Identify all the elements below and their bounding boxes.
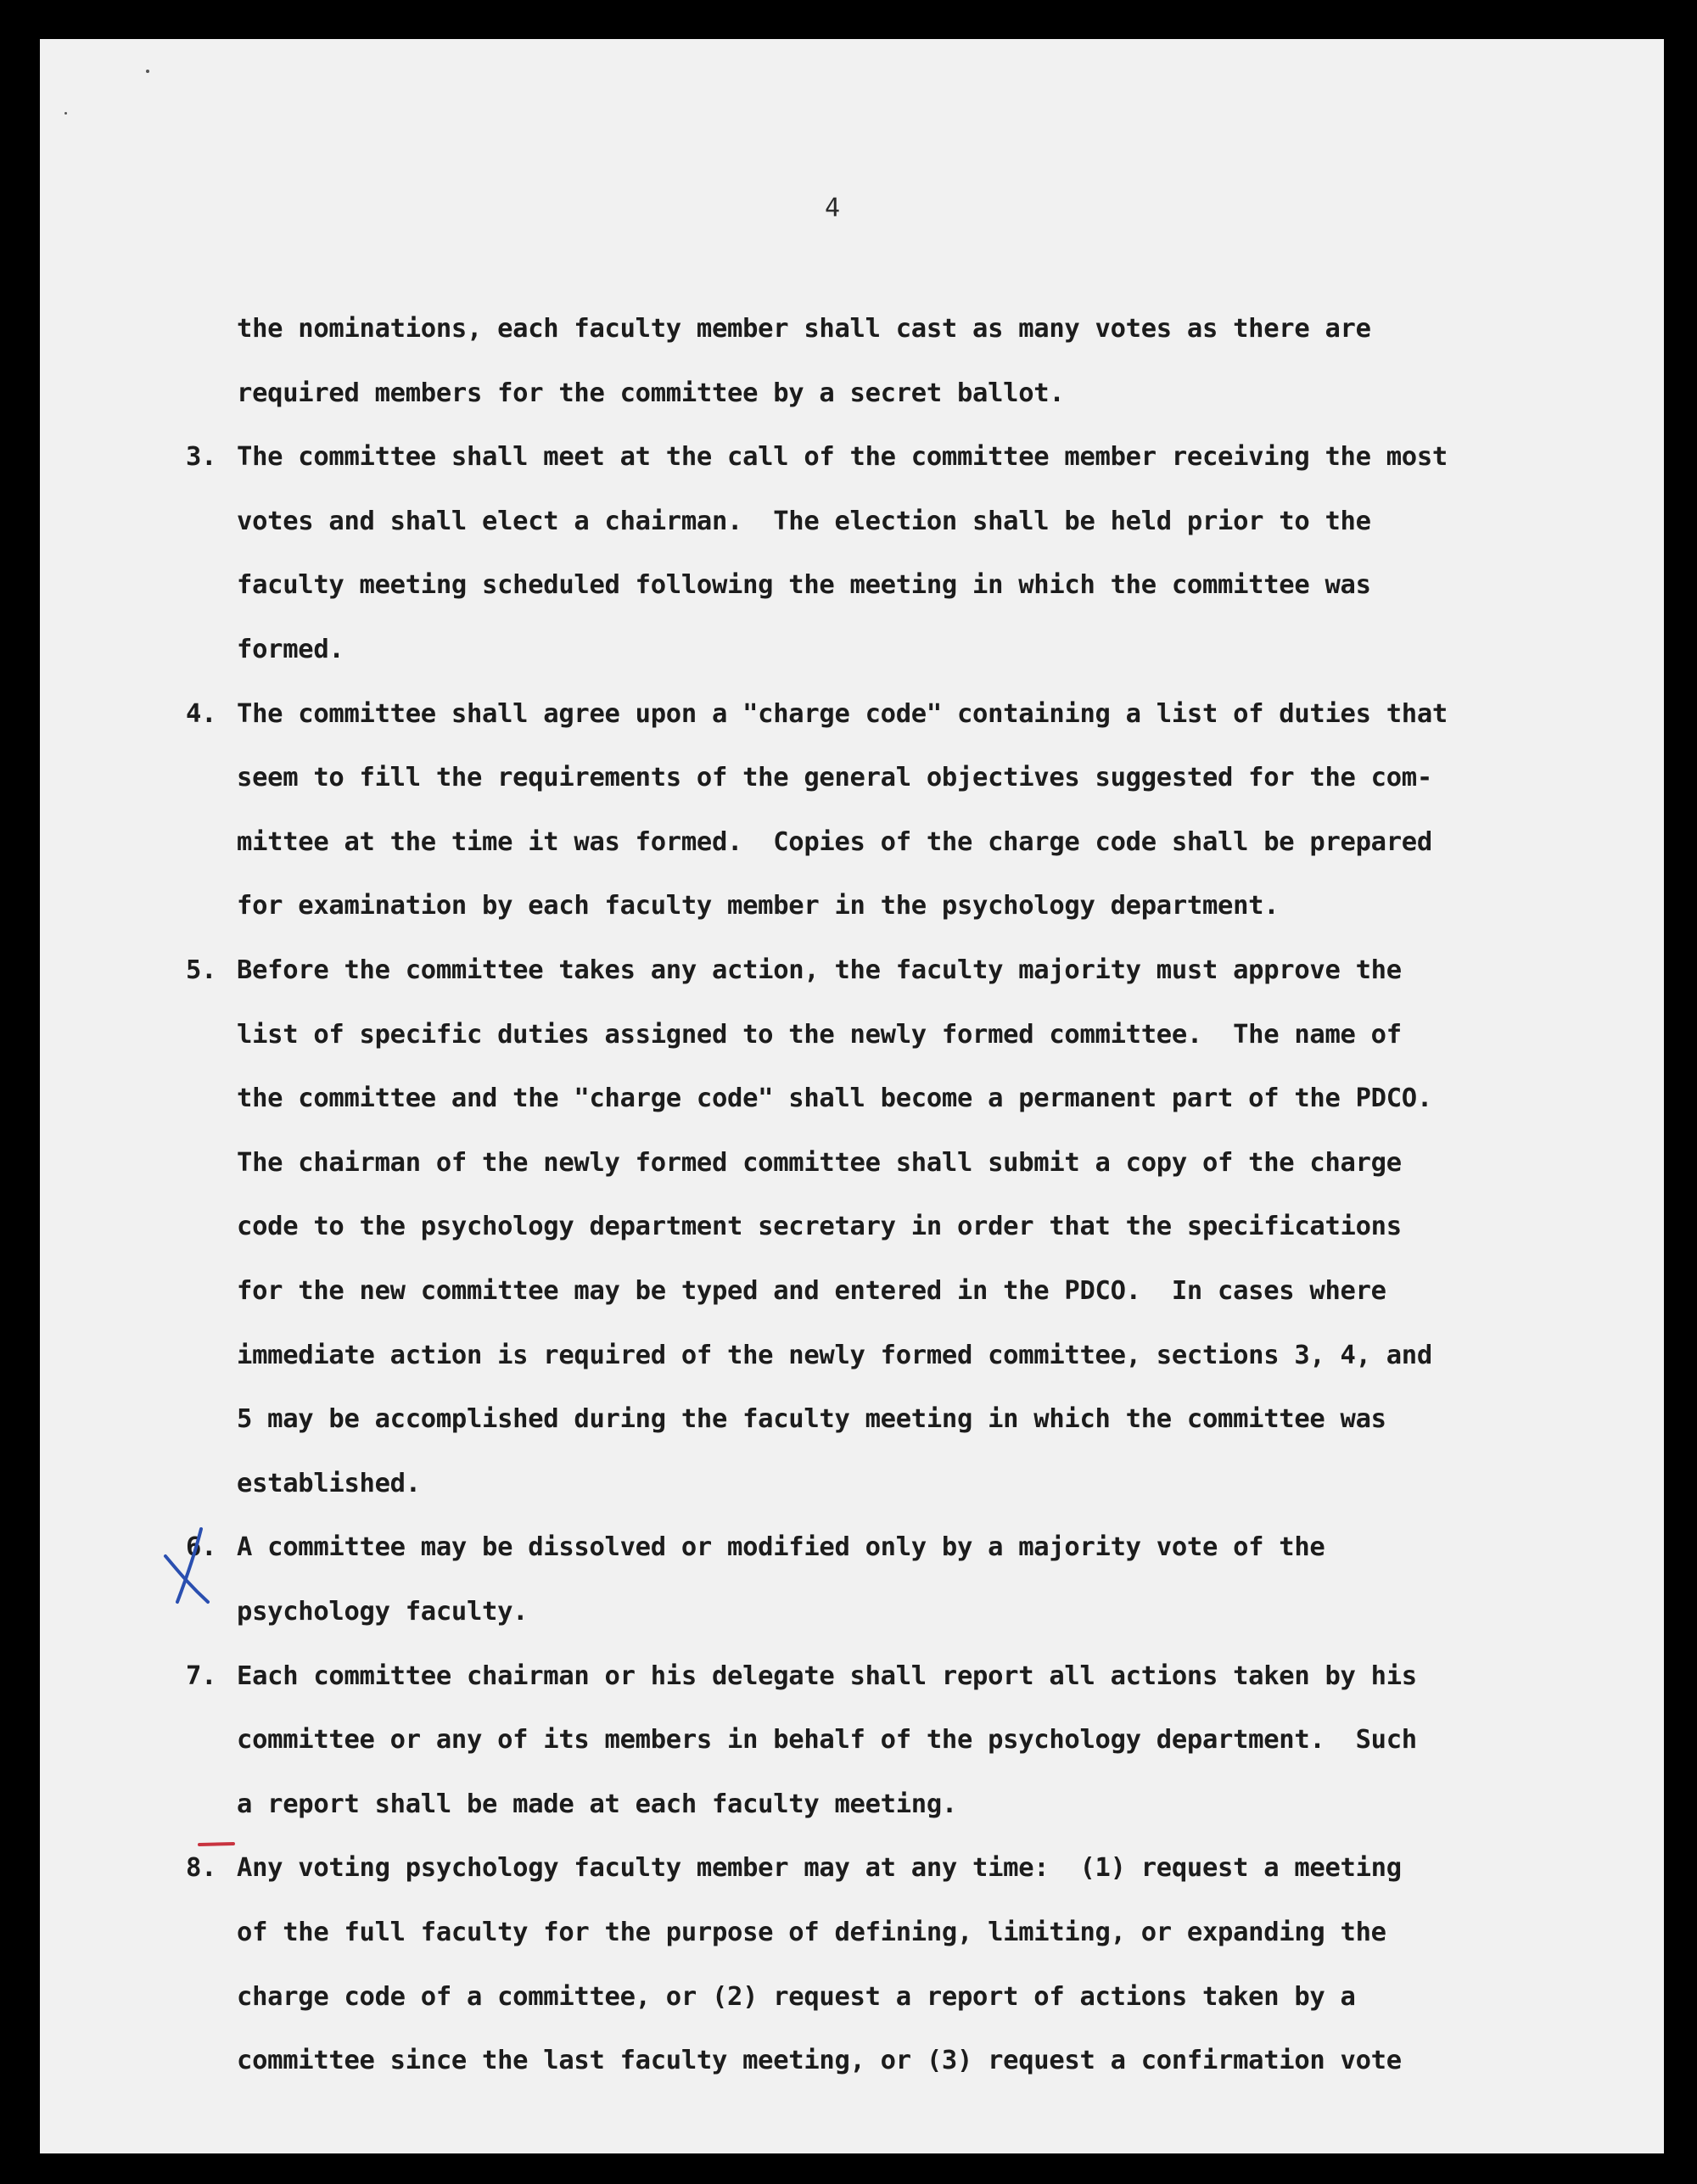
text-line: for the new committee may be typed and entered in the PDCO. In cases where: [237, 1276, 1386, 1306]
scan-speck: [146, 70, 149, 73]
text-line: Before the committee takes any action, the faculty majority must approve the: [237, 955, 1402, 985]
text-line: list of specific duties assigned to the newly formed committee. The name of: [237, 1019, 1402, 1050]
text-line: established.: [237, 1468, 421, 1498]
text-line: faculty meeting scheduled following the meeting in which the committee was: [237, 570, 1371, 601]
item-number: 5.: [186, 955, 217, 985]
item-number: 3.: [186, 442, 217, 473]
text-line: seem to fill the requirements of the general objectives suggested for the com-: [237, 763, 1432, 793]
text-line: code to the psychology department secretary in order that the specifications: [237, 1212, 1402, 1242]
text-line: immediate action is required of the newly formed committee, sections 3, 4, and: [237, 1340, 1432, 1370]
item-number: 8.: [186, 1853, 217, 1884]
text-line: committee since the last faculty meeting, or (3) request a confirmation vote: [237, 2046, 1402, 2076]
handwritten-dash-mark: [198, 1840, 235, 1849]
item-number: 4.: [186, 698, 217, 729]
text-line: votes and shall elect a chairman. The election shall be held prior to the: [237, 506, 1371, 536]
text-line: A committee may be dissolved or modified only by a majority vote of the: [237, 1532, 1325, 1563]
text-line: the committee and the "charge code" shall become a permanent part of the PDCO.: [237, 1084, 1432, 1114]
handwritten-x-mark: [159, 1524, 218, 1609]
document-page: [40, 39, 1664, 2153]
text-line: a report shall be made at each faculty meeting.: [237, 1789, 957, 1819]
text-line: 5 may be accomplished during the faculty meeting in which the committee was: [237, 1404, 1386, 1435]
text-line: The chairman of the newly formed committee shall submit a copy of the charge: [237, 1147, 1402, 1178]
text-line: charge code of a committee, or (2) request a report of actions taken by a: [237, 1981, 1356, 2012]
item-number: 6.: [186, 1532, 217, 1563]
text-line: The committee shall meet at the call of the committee member receiving the most: [237, 442, 1448, 473]
text-line: the nominations, each faculty member shall cast as many votes as there are: [237, 314, 1371, 344]
document-body: [40, 39, 1664, 2153]
text-line: The committee shall agree upon a "charge code" containing a list of duties that: [237, 698, 1448, 729]
item-number: 7.: [186, 1660, 217, 1691]
text-line: of the full faculty for the purpose of defining, limiting, or expanding the: [237, 1918, 1386, 1947]
text-line: required members for the committee by a secret ballot.: [237, 378, 1065, 408]
text-line: for examination by each faculty member in the psychology department.: [237, 891, 1280, 921]
page-number: 4: [825, 193, 841, 223]
text-line: formed.: [237, 635, 344, 664]
text-line: mittee at the time it was formed. Copies of the charge code shall be prepared: [237, 826, 1432, 857]
text-line: Each committee chairman or his delegate shall report all actions taken by his: [237, 1660, 1417, 1691]
text-line: committee or any of its members in behalf of the psychology department. Such: [237, 1725, 1417, 1756]
scan-speck: [64, 112, 67, 115]
text-line: psychology faculty.: [237, 1597, 529, 1627]
text-line: Any voting psychology faculty member may at any time: (1) request a meeting: [237, 1853, 1402, 1884]
